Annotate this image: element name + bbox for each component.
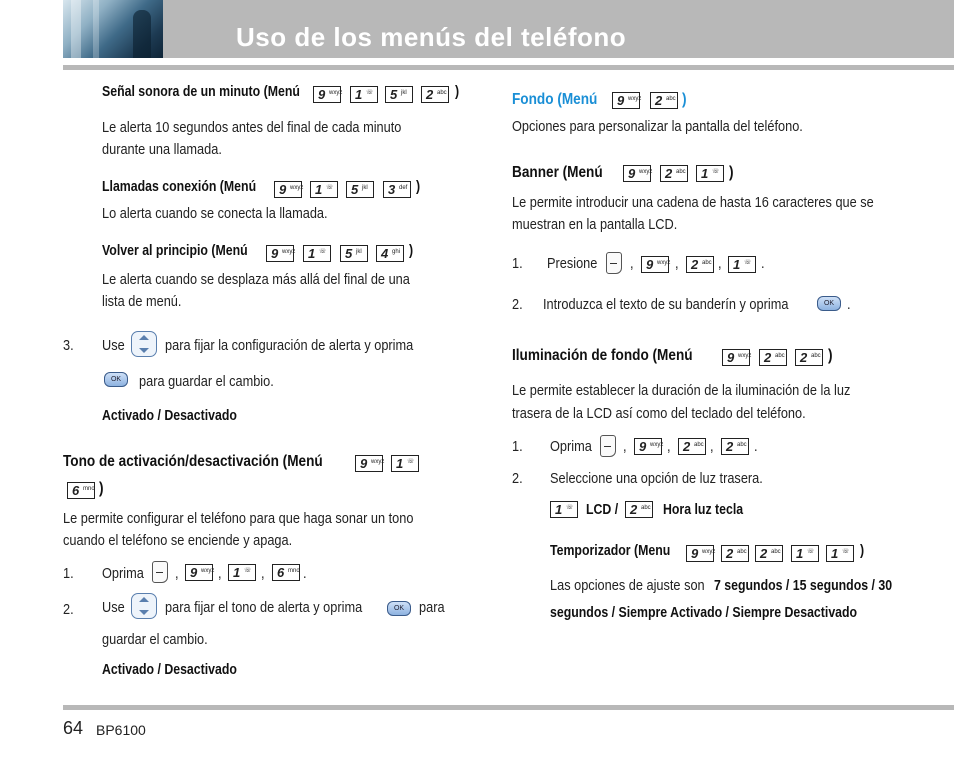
- key-1: 1 ☏: [696, 165, 724, 182]
- s3-title: Volver al principio (Menú: [102, 243, 248, 259]
- s1-desc-2: durante una llamada.: [102, 142, 222, 158]
- key-9: 9 wxyz: [623, 165, 651, 182]
- ilum-desc-2: trasera de la LCD así como del teclado del teléfono.: [512, 406, 806, 422]
- key-9: 9 wxyz: [686, 545, 714, 562]
- temp-desc-2: segundos / Siempre Activado / Siempre Desactivado: [550, 605, 858, 621]
- model-name: BP6100: [96, 722, 146, 738]
- key-1: 1 ☏: [728, 256, 756, 273]
- ilum-close: ): [828, 347, 833, 364]
- key-9: 9 wxyz: [266, 245, 294, 262]
- key-9: 9 wxyz: [355, 455, 383, 472]
- step3-use: Use: [102, 338, 125, 354]
- navigation-key-icon: [131, 331, 157, 357]
- comma: ,: [623, 439, 627, 455]
- comma: ,: [261, 566, 265, 582]
- s1-desc-1: Le alerta 10 segundos antes del final de cada minuto: [102, 120, 402, 136]
- comma: ,: [667, 439, 671, 455]
- key-1: 1 ☏: [826, 545, 854, 562]
- temp-desc-options: 7 segundos / 15 segundos / 30: [714, 578, 893, 594]
- header-rule: [63, 65, 954, 70]
- comma: ,: [218, 566, 222, 582]
- banner-close: ): [729, 164, 734, 181]
- fondo-close: ): [682, 91, 687, 108]
- banner-step2-text: Introduzca el texto de su banderín y oprima: [543, 297, 789, 313]
- key-5: 5 jkl: [340, 245, 368, 262]
- s3-desc-2: lista de menú.: [102, 294, 182, 310]
- key-9: 9 wxyz: [274, 181, 302, 198]
- key-3: 3 def: [383, 181, 411, 198]
- key-4: 4 ghi: [376, 245, 404, 262]
- period: .: [303, 566, 307, 582]
- key-2: 2 abc: [759, 349, 787, 366]
- fondo-desc: Opciones para personalizar la pantalla del teléfono.: [512, 119, 803, 135]
- banner-step1-text: Presione: [547, 256, 598, 272]
- key-2: 2 abc: [625, 501, 653, 518]
- key-2: 2 abc: [795, 349, 823, 366]
- step3-save: para guardar el cambio.: [139, 374, 274, 390]
- ok-key-icon: OK: [104, 372, 128, 387]
- comma: ,: [675, 256, 679, 272]
- banner-step2-number: 2.: [512, 297, 523, 313]
- page-title: Uso de los menús del teléfono: [236, 22, 627, 52]
- comma: ,: [718, 256, 722, 272]
- key-9: 9 wxyz: [612, 92, 640, 109]
- s2-title: Llamadas conexión (Menú: [102, 179, 257, 195]
- key-2: 2 abc: [660, 165, 688, 182]
- key-9: 9 wxyz: [313, 86, 341, 103]
- key-1: 1 ☏: [391, 455, 419, 472]
- period: .: [847, 297, 851, 313]
- key-2: 2 abc: [686, 256, 714, 273]
- tono-desc-2: cuando el teléfono se enciende y apaga.: [63, 533, 293, 549]
- s2-desc: Lo alerta cuando se conecta la llamada.: [102, 206, 328, 222]
- header-photo: [63, 0, 163, 58]
- banner-desc-1: Le permite introducir una cadena de hasta 16 caracteres que se: [512, 195, 874, 211]
- s1-title: Señal sonora de un minuto (Menú: [102, 84, 300, 100]
- period: .: [754, 439, 758, 455]
- tono-close: ): [99, 480, 104, 497]
- fondo-title: Fondo (Menú: [512, 91, 598, 108]
- navigation-key-icon: [131, 593, 157, 619]
- soft-key-icon: [152, 561, 168, 583]
- tono-desc-1: Le permite configurar el teléfono para que haga sonar un tono: [63, 511, 414, 527]
- tono-step2-para: para: [419, 600, 445, 616]
- tono-step2-save: guardar el cambio.: [102, 632, 208, 648]
- footer-rule: [63, 705, 954, 710]
- comma: ,: [710, 439, 714, 455]
- s3-desc-1: Le alerta cuando se desplaza más allá del final de una: [102, 272, 410, 288]
- period: .: [761, 256, 765, 272]
- tono-step1-text: Oprima: [102, 566, 144, 582]
- tono-step2-number: 2.: [63, 602, 74, 618]
- options-2: Activado / Desactivado: [102, 662, 237, 678]
- tono-title: Tono de activación/desactivación (Menú: [63, 453, 323, 470]
- key-9: 9 wxyz: [634, 438, 662, 455]
- options-1: Activado / Desactivado: [102, 408, 237, 424]
- key-5: 5 jkl: [346, 181, 374, 198]
- banner-desc-2: muestran en la pantalla LCD.: [512, 217, 678, 233]
- key-6: 6 mno: [67, 482, 95, 499]
- key-2: 2 abc: [721, 438, 749, 455]
- hora-label: Hora luz tecla: [663, 502, 744, 518]
- temp-title: Temporizador (Menu: [550, 543, 671, 559]
- tono-step2-text: para fijar el tono de alerta y oprima: [165, 600, 363, 616]
- s1-close: ): [455, 84, 460, 100]
- ilum-step1-text: Oprima: [550, 439, 592, 455]
- key-2: 2 abc: [678, 438, 706, 455]
- key-1: 1 ☏: [228, 564, 256, 581]
- key-1: 1 ☏: [310, 181, 338, 198]
- ilum-step2-text: Seleccione una opción de luz trasera.: [550, 471, 763, 487]
- tono-step2-use: Use: [102, 600, 125, 616]
- banner-title: Banner (Menú: [512, 164, 603, 181]
- ilum-desc-1: Le permite establecer la duración de la iluminación de la luz: [512, 383, 851, 399]
- temp-close: ): [860, 543, 865, 559]
- ok-key-icon: OK: [817, 296, 841, 311]
- tono-step1-number: 1.: [63, 566, 74, 582]
- key-2: 2 abc: [721, 545, 749, 562]
- key-1: 1 ☏: [791, 545, 819, 562]
- key-1: 1 ☏: [303, 245, 331, 262]
- temp-desc-prefix: Las opciones de ajuste son: [550, 578, 705, 594]
- key-6: 6 mno: [272, 564, 300, 581]
- key-2: 2 abc: [650, 92, 678, 109]
- key-1: 1 ☏: [350, 86, 378, 103]
- soft-key-icon: [600, 435, 616, 457]
- soft-key-icon: [606, 252, 622, 274]
- s3-close: ): [409, 243, 414, 259]
- ilum-title: Iluminación de fondo (Menú: [512, 347, 693, 364]
- step3-text: para fijar la configuración de alerta y oprima: [165, 338, 414, 354]
- s2-close: ): [416, 179, 421, 195]
- key-9: 9 wxyz: [722, 349, 750, 366]
- comma: ,: [630, 256, 634, 272]
- key-1: 1 ☏: [550, 501, 578, 518]
- step3-number: 3.: [63, 338, 74, 354]
- key-2: 2 abc: [421, 86, 449, 103]
- ilum-step1-number: 1.: [512, 439, 523, 455]
- key-2: 2 abc: [755, 545, 783, 562]
- key-9: 9 wxyz: [641, 256, 669, 273]
- page-number: 64: [63, 718, 84, 738]
- banner-step1-number: 1.: [512, 256, 523, 272]
- comma: ,: [175, 566, 179, 582]
- ilum-step2-number: 2.: [512, 471, 523, 487]
- lcd-label: LCD /: [586, 502, 619, 518]
- key-5: 5 jkl: [385, 86, 413, 103]
- key-9: 9 wxyz: [185, 564, 213, 581]
- ok-key-icon: OK: [387, 601, 411, 616]
